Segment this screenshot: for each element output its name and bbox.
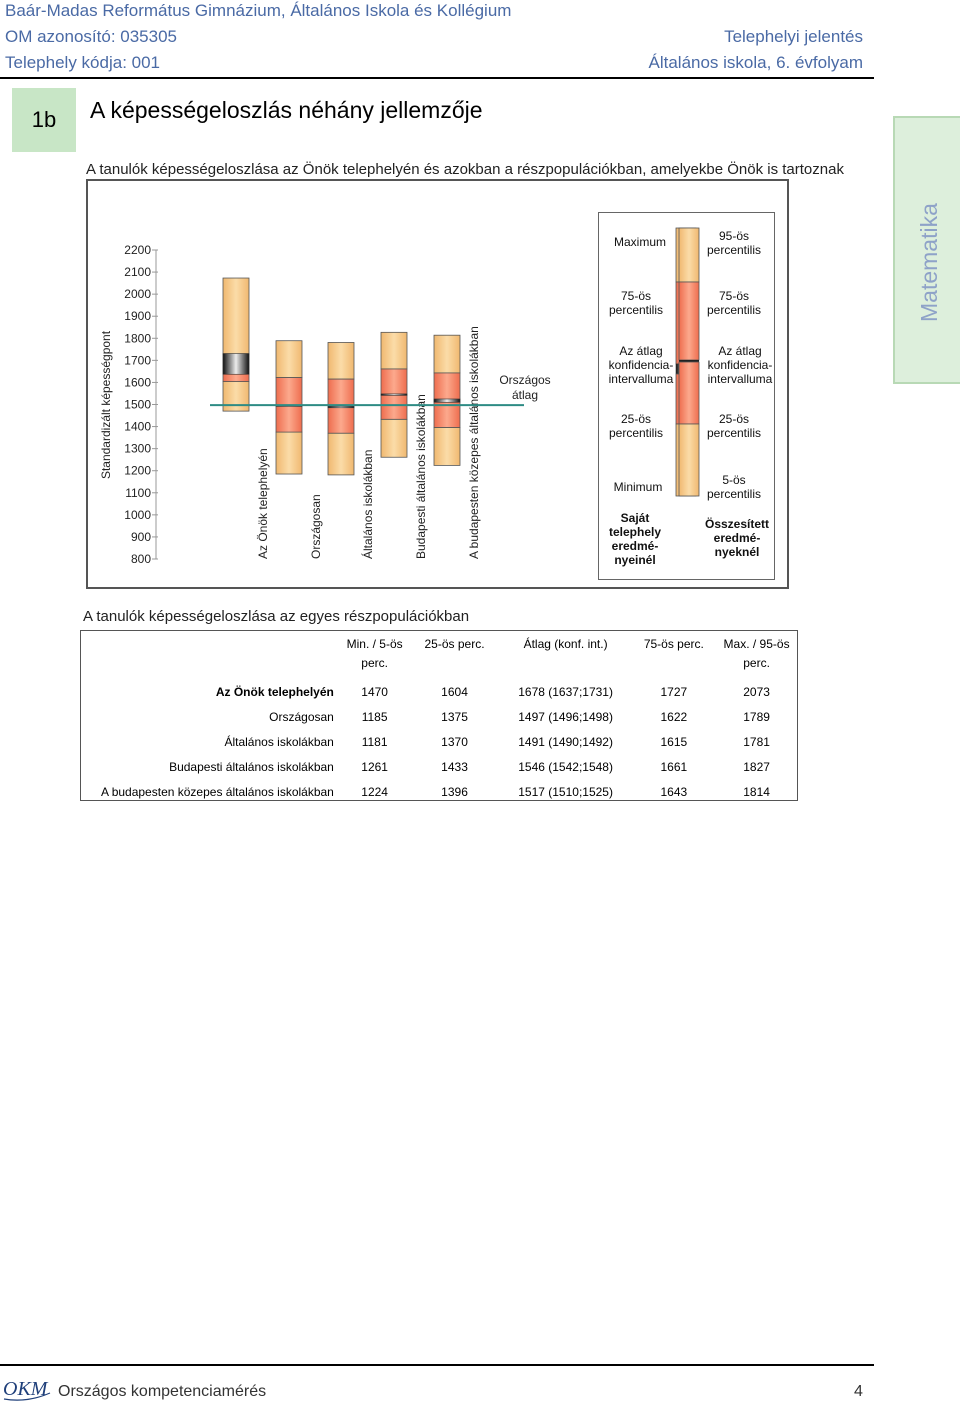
- y-tick-label: 1400: [124, 419, 151, 434]
- legend-right-p95-line: percentilis: [706, 243, 762, 257]
- om-id: OM azonosító: 035305: [5, 27, 178, 46]
- table-cell: 1261: [361, 759, 388, 774]
- table-cell: 1185: [361, 709, 388, 724]
- page-number: 4: [854, 1383, 863, 1400]
- table-cell: 1643: [660, 784, 688, 799]
- boxplot-chart: [0, 0, 960, 620]
- table-header-cell: Max. / 95-ös perc.: [723, 637, 790, 670]
- table-row: [81, 704, 797, 729]
- legend-right-ci-label-line: Az átlag: [718, 344, 762, 358]
- box-mean-ci: [223, 354, 249, 375]
- box-mean-ci: [328, 406, 354, 408]
- box-mean-ci: [381, 394, 407, 396]
- box-lower-tail: [276, 432, 302, 474]
- y-tick-label: 2000: [124, 287, 151, 302]
- school-type: Általános iskola, 6. évfolyam: [648, 53, 863, 72]
- legend-panel: [598, 212, 775, 580]
- table-row-label: Az Önök telephelyén: [215, 684, 334, 699]
- legend-left-max-line: Maximum: [613, 235, 667, 249]
- table-row: [81, 779, 797, 804]
- table-cell: 1546 (1542;1548): [518, 759, 613, 774]
- table-subtitle: A tanulók képességeloszlása az egyes részpopulációkban: [83, 608, 470, 625]
- legend-right-p95-line: 95-ös: [718, 229, 750, 243]
- table-cell: 1370: [441, 734, 468, 749]
- box-upper-tail: [276, 341, 302, 378]
- section-title: A képességeloszlás néhány jellemzője: [90, 97, 483, 123]
- reference-line-label-line: Országos: [499, 373, 551, 387]
- category-label: A budapesten közepes általános iskolákban: [467, 326, 481, 559]
- y-tick-label: 1000: [124, 507, 151, 522]
- box-upper-tail: [223, 278, 249, 354]
- table-header-row: [81, 631, 797, 679]
- table-cell: 1224: [361, 784, 388, 799]
- legend-right-p25-line: 25-ös: [718, 412, 750, 426]
- table-header-cell: 25-ös perc.: [424, 637, 485, 651]
- box-series: [223, 278, 270, 559]
- footer-text: Országos kompetenciamérés: [58, 1383, 267, 1400]
- y-tick-label: 2100: [124, 265, 151, 280]
- legend-left-caption-line: eredmé-: [611, 539, 659, 553]
- box-series: [276, 341, 323, 559]
- box-upper-tail: [381, 332, 407, 369]
- table-cell: 1517 (1510;1525): [518, 784, 613, 799]
- legend-left-caption-line: telephely: [608, 525, 662, 539]
- reference-line-label: [499, 373, 550, 402]
- y-axis-title: Standardizált képességpont: [99, 330, 113, 480]
- legend-right-caption-line: eredmé-: [713, 531, 761, 545]
- legend-right-p75-line: 75-ös: [718, 289, 750, 303]
- table-cell: 1615: [660, 734, 688, 749]
- legend-left-caption-line: nyeinél: [614, 553, 656, 567]
- table-cell: 1491 (1490;1492): [518, 734, 613, 749]
- table-header-cell: Átlag (konf. int.): [523, 637, 608, 651]
- legend-left-p25-line: percentilis: [608, 426, 664, 440]
- table-row-label: A budapesten közepes általános iskolákban: [101, 784, 334, 799]
- box-series: [434, 326, 481, 559]
- table-cell: 1789: [743, 709, 770, 724]
- table-cell: 1727: [660, 684, 688, 699]
- table-cell: 1470: [361, 684, 388, 699]
- legend-left-caption-line: Saját: [620, 511, 650, 525]
- box-lower-tail: [434, 427, 460, 465]
- legend-left-min-line: Minimum: [613, 480, 663, 494]
- category-label: Az Önök telephelyén: [256, 448, 270, 559]
- reference-line-label-line: átlag: [511, 388, 539, 402]
- table-row-label: Budapesti általános iskolákban: [169, 759, 334, 774]
- table-row-label: Országosan: [269, 709, 334, 724]
- box-mean-ci: [434, 399, 460, 402]
- table-cell: 1433: [441, 759, 468, 774]
- legend-right-caption-line: Összesített: [704, 517, 770, 531]
- table-cell: 1497 (1496;1498): [518, 709, 613, 724]
- y-tick-label: 1200: [124, 463, 151, 478]
- okm-logo-icon: [2, 1373, 52, 1403]
- legend-left-ci-label-line: Az átlag: [619, 344, 663, 358]
- box-upper-tail: [328, 342, 354, 379]
- table-cell: 1827: [743, 759, 770, 774]
- table-cell: 1814: [743, 784, 770, 799]
- y-tick-label: 1700: [124, 353, 151, 368]
- table-cell: 1396: [441, 784, 468, 799]
- box-lower-tail: [381, 419, 407, 457]
- legend-right-p5-line: 5-ös: [722, 473, 746, 487]
- table-row: [81, 729, 797, 754]
- category-label: Általános iskolákban: [361, 449, 375, 559]
- legend-right-p5-line: percentilis: [706, 487, 762, 501]
- legend-right-ci-label-line: konfidencia-: [707, 358, 773, 372]
- table-header-cell: 75-ös perc.: [643, 637, 704, 651]
- table-row: [81, 679, 797, 704]
- legend-left-ci-label-line: konfidencia-: [608, 358, 674, 372]
- subject-tab-label: Matematika: [916, 203, 942, 322]
- table-cell: 1622: [660, 709, 688, 724]
- category-label: Országosan: [309, 494, 323, 559]
- distribution-table: [80, 630, 798, 801]
- box-series: [328, 342, 375, 559]
- legend-right-caption-line: nyeknél: [714, 545, 760, 559]
- legend-left-p25-line: 25-ös: [620, 412, 652, 426]
- table-row-label: Általános iskolákban: [224, 734, 334, 749]
- box-upper-tail: [434, 335, 460, 373]
- box-lower-tail: [223, 382, 249, 412]
- table-cell: 1661: [660, 759, 688, 774]
- chart-subtitle: A tanulók képességeloszlása az Önök telephelyén és azokban a részpopulációkban, amelyekbe Önök is tartoznak: [86, 161, 844, 178]
- table-header-cell: Min. / 5-ös perc.: [346, 637, 403, 670]
- table-cell: 1181: [361, 734, 388, 749]
- y-tick-label: 1800: [124, 331, 151, 346]
- site-code: Telephely kódja: 001: [5, 53, 161, 72]
- y-tick-label: 1300: [124, 441, 151, 456]
- y-tick-label: 2200: [124, 243, 151, 257]
- table-cell: 2073: [743, 684, 770, 699]
- box-series: [381, 332, 428, 559]
- legend-right-ci-label-line: intervalluma: [707, 372, 773, 386]
- table-cell: 1678 (1637;1731): [518, 684, 613, 699]
- table-header-cell: [81, 631, 340, 679]
- legend-left-p75-line: 75-ös: [620, 289, 652, 303]
- report-type: Telephelyi jelentés: [724, 27, 863, 46]
- school-name: Baár-Madas Református Gimnázium, Általános Iskola és Kollégium: [5, 1, 512, 20]
- section-number: 1b: [12, 88, 76, 152]
- logo-lettering: OKM: [3, 1378, 48, 1400]
- table-row: [81, 754, 797, 779]
- box-lower-tail: [328, 433, 354, 475]
- legend-left-p75-line: percentilis: [608, 303, 664, 317]
- y-tick-label: 800: [130, 552, 151, 566]
- legend-right-p75-line: percentilis: [706, 303, 762, 317]
- y-tick-label: 1900: [124, 309, 151, 324]
- table-cell: 1375: [441, 709, 468, 724]
- legend-right-p25-line: percentilis: [706, 426, 762, 440]
- y-tick-label: 1100: [125, 485, 151, 500]
- y-tick-label: 900: [130, 529, 151, 544]
- table-cell: 1604: [441, 684, 468, 699]
- footer-divider: [0, 1364, 874, 1366]
- table-cell: 1781: [743, 734, 770, 749]
- y-tick-label: 1600: [124, 375, 151, 390]
- y-tick-label: 1500: [124, 397, 151, 412]
- legend-left-ci-label-line: intervalluma: [608, 372, 674, 386]
- category-label: Budapesti általános iskolákban: [414, 394, 428, 559]
